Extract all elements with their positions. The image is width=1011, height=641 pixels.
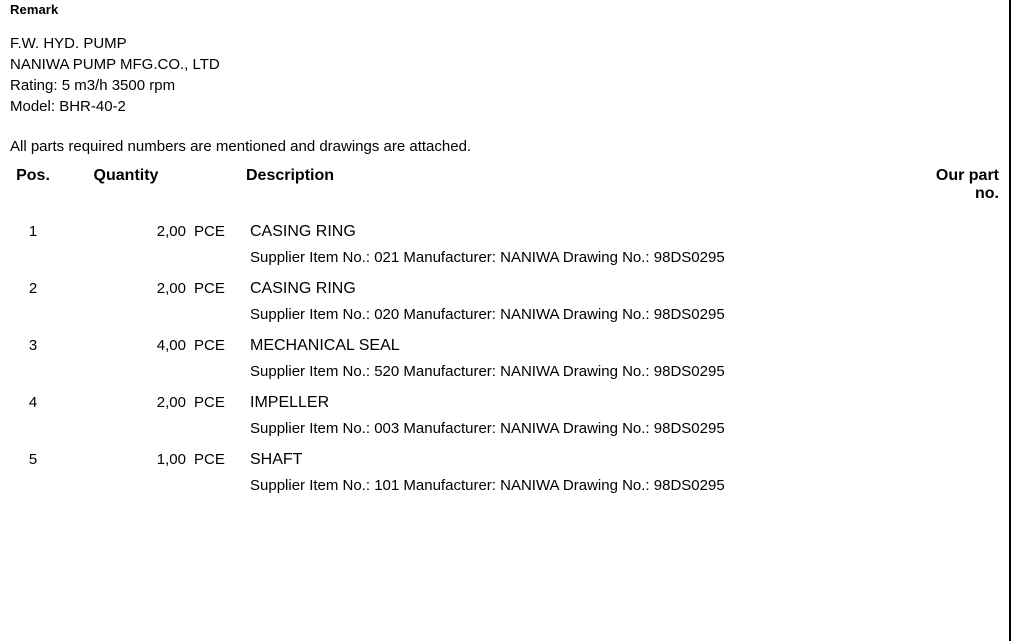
detail-spacer-part: [910, 355, 1003, 384]
detail-spacer-unit: [186, 241, 246, 270]
row-detail: Supplier Item No.: 021 Manufacturer: NANIWA Drawing No.: 98DS0295: [250, 249, 725, 266]
header-part-no: Our part no.: [935, 167, 999, 202]
header-description: Description: [246, 167, 335, 184]
row-unit: PCE: [194, 337, 225, 354]
row-description: SHAFT: [250, 451, 303, 468]
table-row: [0, 327, 1003, 355]
row-unit: PCE: [194, 223, 225, 240]
row-quantity: 2,00: [156, 223, 186, 240]
row-part-no: [910, 327, 1003, 355]
row-detail: Supplier Item No.: 520 Manufacturer: NANIWA Drawing No.: 98DS0295: [250, 363, 725, 380]
detail-spacer-part: [910, 298, 1003, 327]
header-unit: [186, 167, 246, 213]
row-detail: Supplier Item No.: 020 Manufacturer: NANIWA Drawing No.: 98DS0295: [250, 306, 725, 323]
row-detail: Supplier Item No.: 003 Manufacturer: NANIWA Drawing No.: 98DS0295: [250, 420, 725, 437]
detail-spacer-qty: [66, 412, 186, 441]
row-pos: 1: [28, 223, 38, 240]
parts-table: [0, 167, 1003, 498]
remark-line-2: NANIWA PUMP MFG.CO., LTD: [10, 56, 220, 73]
detail-spacer-qty: [66, 355, 186, 384]
row-quantity: 2,00: [156, 280, 186, 297]
parts-note: All parts required numbers are mentioned and drawings are attached.: [10, 138, 472, 155]
row-pos: 5: [28, 451, 38, 468]
remark-line-4: Model: BHR-40-2: [10, 98, 126, 115]
row-part-no: [910, 384, 1003, 412]
row-detail: Supplier Item No.: 101 Manufacturer: NANIWA Drawing No.: 98DS0295: [250, 477, 725, 494]
table-row: [0, 384, 1003, 412]
row-pos: 4: [28, 394, 38, 411]
table-detail-row: [0, 241, 1003, 270]
detail-spacer-unit: [186, 298, 246, 327]
detail-spacer-part: [910, 469, 1003, 498]
detail-spacer-qty: [66, 469, 186, 498]
detail-spacer-qty: [66, 298, 186, 327]
row-quantity: 4,00: [156, 337, 186, 354]
detail-spacer-unit: [186, 469, 246, 498]
table-detail-row: [0, 298, 1003, 327]
detail-spacer-unit: [186, 355, 246, 384]
detail-spacer-part: [910, 412, 1003, 441]
row-part-no: [910, 441, 1003, 469]
row-pos: 3: [28, 337, 38, 354]
row-part-no: [910, 270, 1003, 298]
detail-spacer-pos: [0, 412, 66, 441]
row-description: IMPELLER: [250, 394, 330, 411]
table-detail-row: [0, 412, 1003, 441]
remark-heading: Remark: [10, 2, 59, 17]
detail-spacer-pos: [0, 355, 66, 384]
row-description: CASING RING: [250, 223, 356, 240]
remark-line-3: Rating: 5 m3/h 3500 rpm: [10, 77, 176, 94]
header-quantity: Quantity: [93, 167, 159, 184]
row-unit: PCE: [194, 451, 225, 468]
row-quantity: 1,00: [156, 451, 186, 468]
row-description: MECHANICAL SEAL: [250, 337, 400, 354]
detail-spacer-qty: [66, 241, 186, 270]
table-detail-row: [0, 355, 1003, 384]
table-row: [0, 270, 1003, 298]
table-row: [0, 441, 1003, 469]
detail-spacer-unit: [186, 412, 246, 441]
row-unit: PCE: [194, 394, 225, 411]
row-description: CASING RING: [250, 280, 356, 297]
row-quantity: 2,00: [156, 394, 186, 411]
header-pos: Pos.: [16, 167, 50, 184]
table-header-row: [0, 167, 1003, 213]
table-detail-row: [0, 469, 1003, 498]
detail-spacer-part: [910, 241, 1003, 270]
table-row: [0, 213, 1003, 241]
remark-block: [10, 33, 220, 117]
row-part-no: [910, 213, 1003, 241]
remark-line-1: F.W. HYD. PUMP: [10, 35, 127, 52]
row-unit: PCE: [194, 280, 225, 297]
detail-spacer-pos: [0, 469, 66, 498]
detail-spacer-pos: [0, 241, 66, 270]
row-pos: 2: [28, 280, 38, 297]
detail-spacer-pos: [0, 298, 66, 327]
